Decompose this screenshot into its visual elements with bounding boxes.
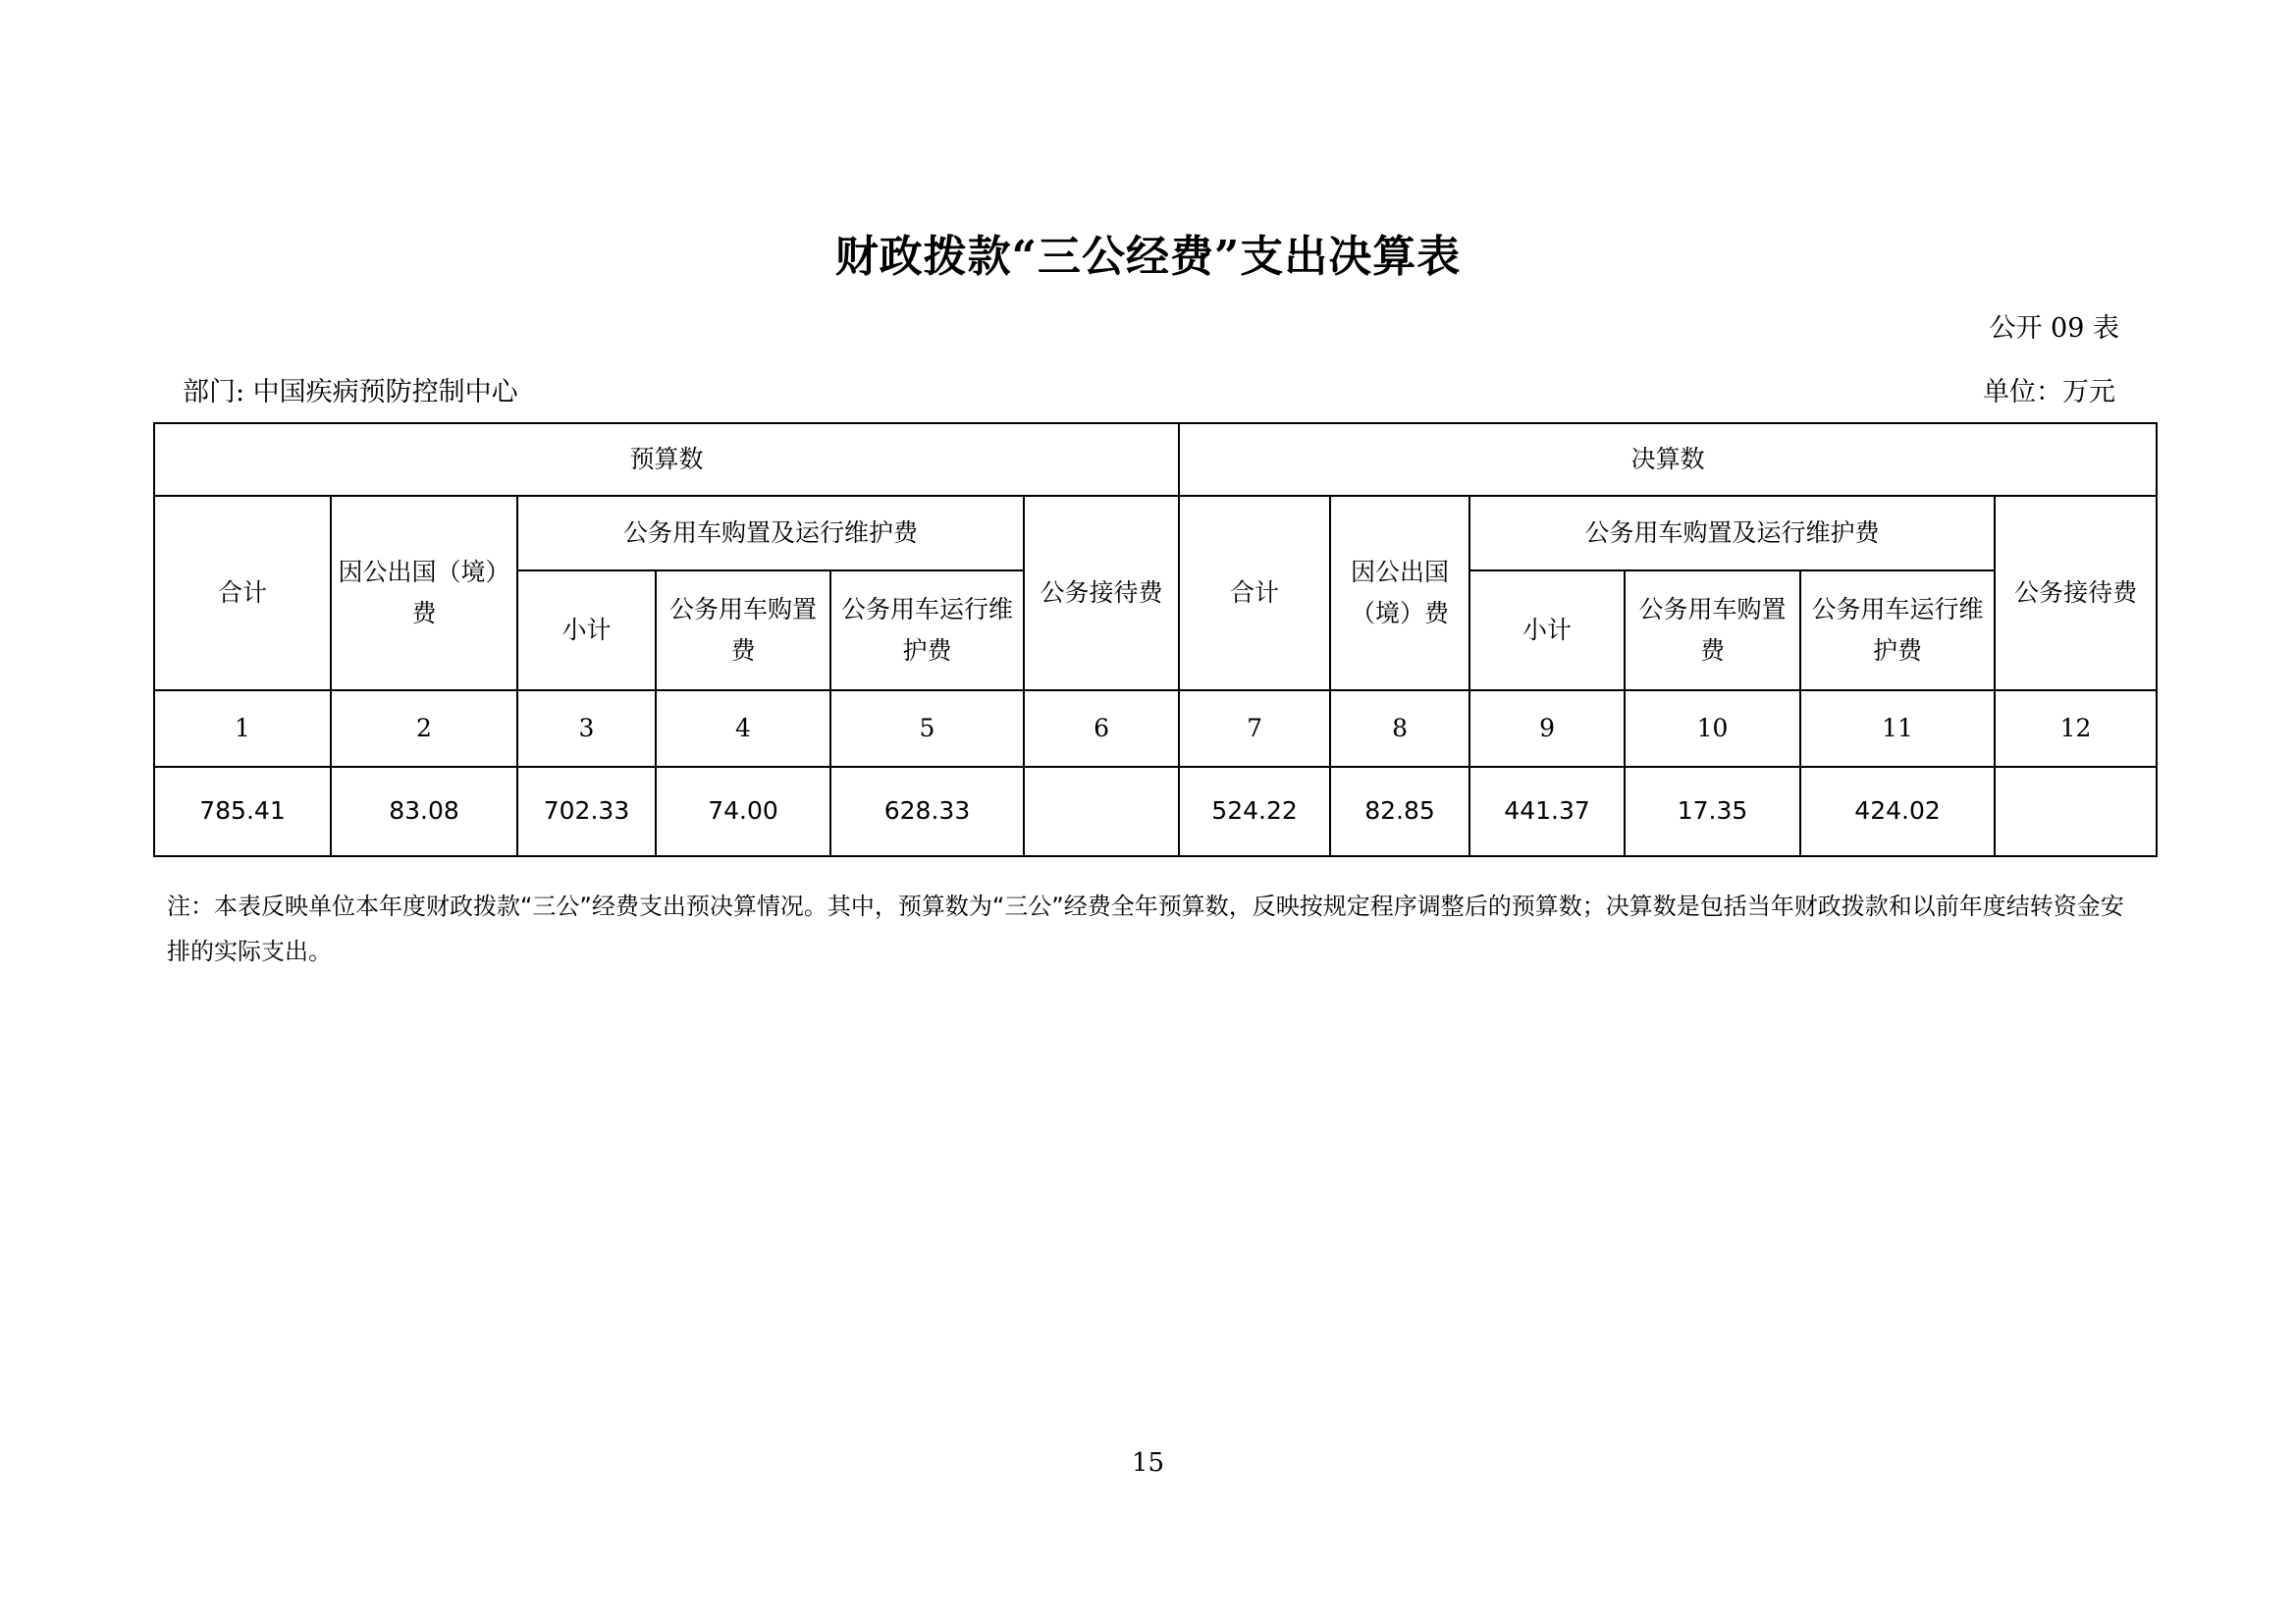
value-cell [1995, 767, 2157, 856]
budget-abroad-header: 因公出国（境）费 [331, 496, 517, 690]
value-cell: 785.41 [154, 767, 331, 856]
index-row [154, 690, 2157, 767]
index-cell: 3 [517, 690, 656, 767]
final-group-header: 决算数 [1179, 423, 2157, 496]
index-cell: 9 [1469, 690, 1625, 767]
index-cell: 8 [1330, 690, 1469, 767]
value-row [154, 767, 2157, 856]
budget-vehicle-operation-header: 公务用车运行维护费 [830, 570, 1024, 690]
value-cell [1024, 767, 1179, 856]
index-cell: 11 [1800, 690, 1995, 767]
final-subtotal-header: 小计 [1469, 570, 1625, 690]
department-label: 部门: 中国疾病预防控制中心 [183, 377, 518, 407]
final-abroad-header: 因公出国（境）费 [1330, 496, 1469, 690]
budget-group-header: 预算数 [154, 423, 1179, 496]
page-title: 财政拨款“三公经费”支出决算表 [834, 232, 1462, 282]
index-cell: 12 [1995, 690, 2157, 767]
budget-vehicle-header: 公务用车购置及运行维护费 [517, 496, 1024, 570]
budget-reception-header: 公务接待费 [1024, 496, 1179, 690]
column-header-row [154, 496, 2157, 570]
value-cell: 628.33 [830, 767, 1024, 856]
final-vehicle-purchase-header: 公务用车购置费 [1625, 570, 1800, 690]
budget-vehicle-purchase-header: 公务用车购置费 [656, 570, 830, 690]
value-cell: 74.00 [656, 767, 830, 856]
budget-total-header: 合计 [154, 496, 331, 690]
unit-label: 单位：万元 [1983, 377, 2115, 407]
group-header-row [154, 423, 2157, 496]
table-number: 公开 09 表 [1989, 313, 2119, 344]
table-note: 注：本表反映单位本年度财政拨款“三公”经费支出预决算情况。其中，预算数为“三公”经费全年预算数，反映按规定程序调整后的预算数；决算数是包括当年财政拨款和以前年度结转资金安排的实际支出。 [167, 893, 2124, 965]
index-cell: 4 [656, 690, 830, 767]
index-cell: 7 [1179, 690, 1330, 767]
index-cell: 6 [1024, 690, 1179, 767]
value-cell: 17.35 [1625, 767, 1800, 856]
page-number: 15 [1131, 1448, 1165, 1478]
index-cell: 5 [830, 690, 1024, 767]
final-total-header: 合计 [1179, 496, 1330, 690]
final-vehicle-header: 公务用车购置及运行维护费 [1469, 496, 1995, 570]
final-reception-header: 公务接待费 [1995, 496, 2157, 690]
three-public-expenses-table [153, 422, 2158, 857]
index-cell: 1 [154, 690, 331, 767]
value-cell: 83.08 [331, 767, 517, 856]
value-cell: 424.02 [1800, 767, 1995, 856]
value-cell: 82.85 [1330, 767, 1469, 856]
index-cell: 10 [1625, 690, 1800, 767]
budget-subtotal-header: 小计 [517, 570, 656, 690]
final-vehicle-operation-header: 公务用车运行维护费 [1800, 570, 1995, 690]
value-cell: 441.37 [1469, 767, 1625, 856]
index-cell: 2 [331, 690, 517, 767]
value-cell: 524.22 [1179, 767, 1330, 856]
value-cell: 702.33 [517, 767, 656, 856]
